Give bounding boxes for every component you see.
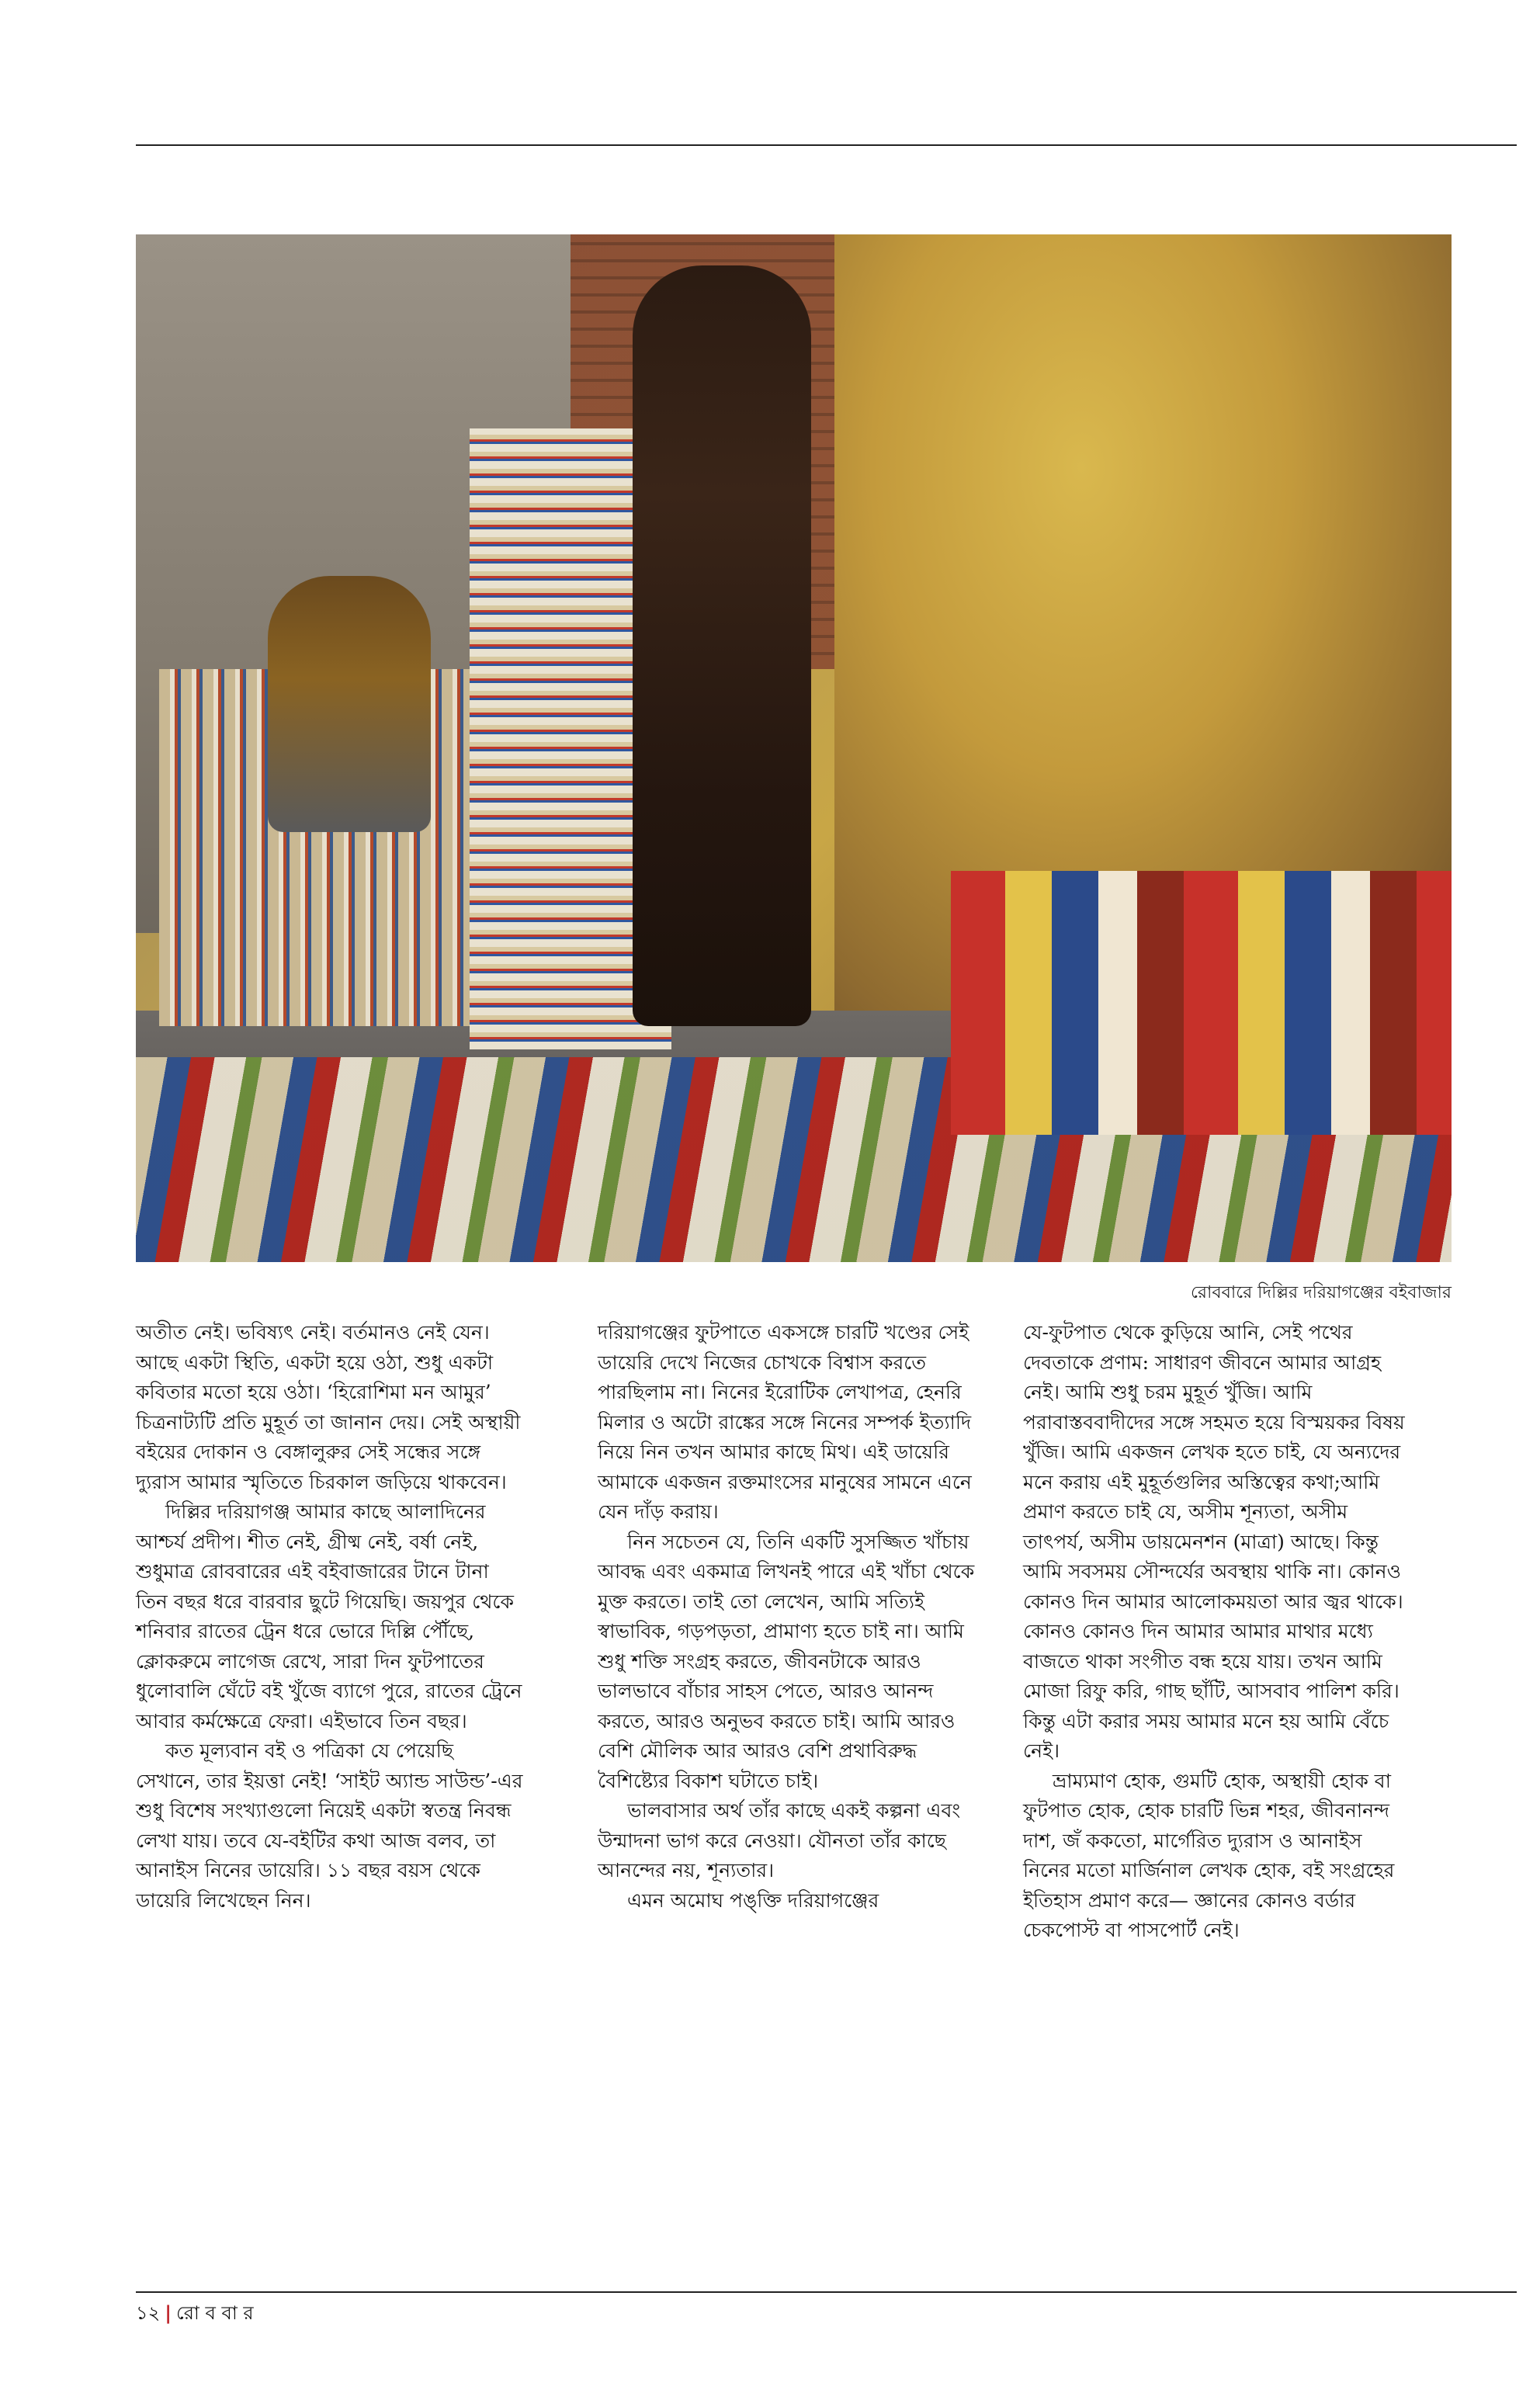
article-column-1: [136, 1318, 524, 1916]
paragraph: যে-ফুটপাত থেকে কুড়িয়ে আনি, সেই পথের দেবতাকে প্রণাম: সাধারণ জীবনে আমার আগ্রহ নেই। আমি শুধু চরম মুহূর্ত খুঁজি। আমি পরাবাস্তববাদীদের সঙ্গে সহমত হয়ে বিস্ময়কর বিষয় খুঁজি। আমি একজন লেখক হতে চাই, যে অন্যদের মনে করায় এই মুহূর্তগুলির অস্তিত্বের কথা;আমি প্রমাণ করতে চাই যে, অসীম শূন্যতা, অসীম তাৎপর্য, অসীম ডায়মেনশন (মাত্রা) আছে। কিন্তু আমি সবসময় সৌন্দর্যের অবস্থায় থাকি না। কোনও কোনও দিন আমার আলোকময়তা আর জ্বর থাকে। কোনও কোনও দিন আমার আমার মাথার মধ্যে বাজতে থাকা সংগীত বন্ধ হয়ে যায়। তখন আমি মোজা রিফু করি, গাছ ছাঁটি, আসবাব পালিশ করি। কিন্তু এটা করার সময় আমার মনে হয় আমি বেঁচে নেই।: [1023, 1321, 1405, 1762]
paragraph: এমন অমোঘ পঙ্‌ক্তি দরিয়াগঞ্জের: [627, 1888, 879, 1912]
photo-caption: রোববারে দিল্লির দরিয়াগঞ্জের বইবাজার: [1190, 1283, 1452, 1302]
page-footer: [136, 2299, 254, 2330]
section-name: রো ব বা র: [175, 2302, 254, 2324]
paragraph: ভ্রাম্যমাণ হোক, গুমটি হোক, অস্থায়ী হোক বা ফুটপাত হোক, হোক চারটি ভিন্ন শহর, জীবনানন্দ দাশ, জঁ ককতো, মার্গেরিত দ্যুরাস ও আনাইস নিনের মতো মার্জিনাল লেখক হোক, বই সংগ্রহের ইতিহাস প্রমাণ করে— জ্ঞানের কোনও বর্ডার চেকপোস্ট বা পাসপোর্ট নেই।: [1023, 1769, 1395, 1941]
photo-book-covers: [951, 871, 1452, 1135]
paragraph: অতীত নেই। ভবিষ্যৎ নেই। বর্তমানও নেই যেন। আছে একটা স্থিতি, একটা হয়ে ওঠা, শুধু একটা কবিতার মতো হয়ে ওঠা। ‘হিরোশিমা মন আমুর’ চিত্রনাট্যটি প্রতি মুহূর্ত তা জানান দেয়। সেই অস্থায়ী বইয়ের দোকান ও বেঙ্গালুরুর সেই সন্ধের সঙ্গে দ্যুরাস আমার স্মৃতিতে চিরকাল জড়িয়ে থাকবেন।: [136, 1321, 521, 1493]
book-market-photo: [136, 234, 1452, 1262]
paragraph: দরিয়াগঞ্জের ফুটপাতে একসঙ্গে চারটি খণ্ডের সেই ডায়েরি দেখে নিজের চোখকে বিশ্বাস করতে পারছিলাম না। নিনের ইরোটিক লেখাপত্র, হেনরি মিলার ও অটো রাঙ্কের সঙ্গে নিনের সম্পর্ক ইত্যাদি নিয়ে নিন তখন আমার কাছে মিথ। এই ডায়েরি আমাকে একজন রক্তমাংসের মানুষের সামনে এনে যেন দাঁড় করায়।: [598, 1321, 972, 1523]
article-column-3: [1023, 1318, 1411, 1946]
paragraph: কত মূল্যবান বই ও পত্রিকা যে পেয়েছি সেখানে, তার ইয়ত্তা নেই! ‘সাইট অ্যান্ড সাউন্ড’-এর শুধু বিশেষ সংখ্যাগুলো নিয়েই একটা স্বতন্ত্র নিবন্ধ লেখা যায়। তবে যে-বইটির কথা আজ বলব, তা আনাইস নিনের ডায়েরি। ১১ বছর বয়স থেকে ডায়েরি লিখেছেন নিন।: [136, 1739, 523, 1912]
bottom-rule: [136, 2291, 1517, 2293]
photo-standing-vendor: [633, 265, 811, 1026]
photo-seated-vendor: [268, 576, 431, 832]
top-rule: [136, 144, 1517, 146]
paragraph: দিল্লির দরিয়াগঞ্জ আমার কাছে আলাদিনের আশ্চর্য প্রদীপ। শীত নেই, গ্রীষ্ম নেই, বর্ষা নেই, শুধুমাত্র রোববারের এই বইবাজারের টানে টানা তিন বছর ধরে বারবার ছুটে গিয়েছি। জয়পুর থেকে শনিবার রাতের ট্রেন ধরে ভোরে দিল্লি পৌঁছে, ক্লোকরুমে লাগেজ রেখে, সারা দিন ফুটপাতের ধুলোবালি ঘেঁটে বই খুঁজে ব্যাগে পুরে, রাতের ট্রেনে আবার কর্মক্ষেত্রে ফেরা। এইভাবে তিন বছর।: [136, 1500, 522, 1732]
paragraph: ভালবাসার অর্থ তাঁর কাছে একই কল্পনা এবং উন্মাদনা ভাগ করে নেওয়া। যৌনতা তাঁর কাছে আনন্দের নয়, শূন্যতার।: [598, 1799, 961, 1881]
page-number: ১২: [136, 2302, 161, 2324]
footer-separator: |: [165, 2302, 172, 2324]
article-column-2: [598, 1318, 986, 1916]
paragraph: নিন সচেতন যে, তিনি একটি সুসজ্জিত খাঁচায় আবদ্ধ এবং একমাত্র লিখনই পারে এই খাঁচা থেকে মুক্ত করতে। তাই তো লেখেন, আমি সত্যিই স্বাভাবিক, গড়পড়তা, প্রামাণ্য হতে চাই না। আমি শুধু শক্তি সংগ্রহ করতে, জীবনটাকে আরও ভালভাবে বাঁচার সাহস পেতে, আরও আনন্দ করতে, আরও অনুভব করতে চাই। আমি আরও বেশি মৌলিক আর আরও বেশি প্রথাবিরুদ্ধ বৈশিষ্ট্যের বিকাশ ঘটাতে চাই।: [598, 1530, 975, 1792]
